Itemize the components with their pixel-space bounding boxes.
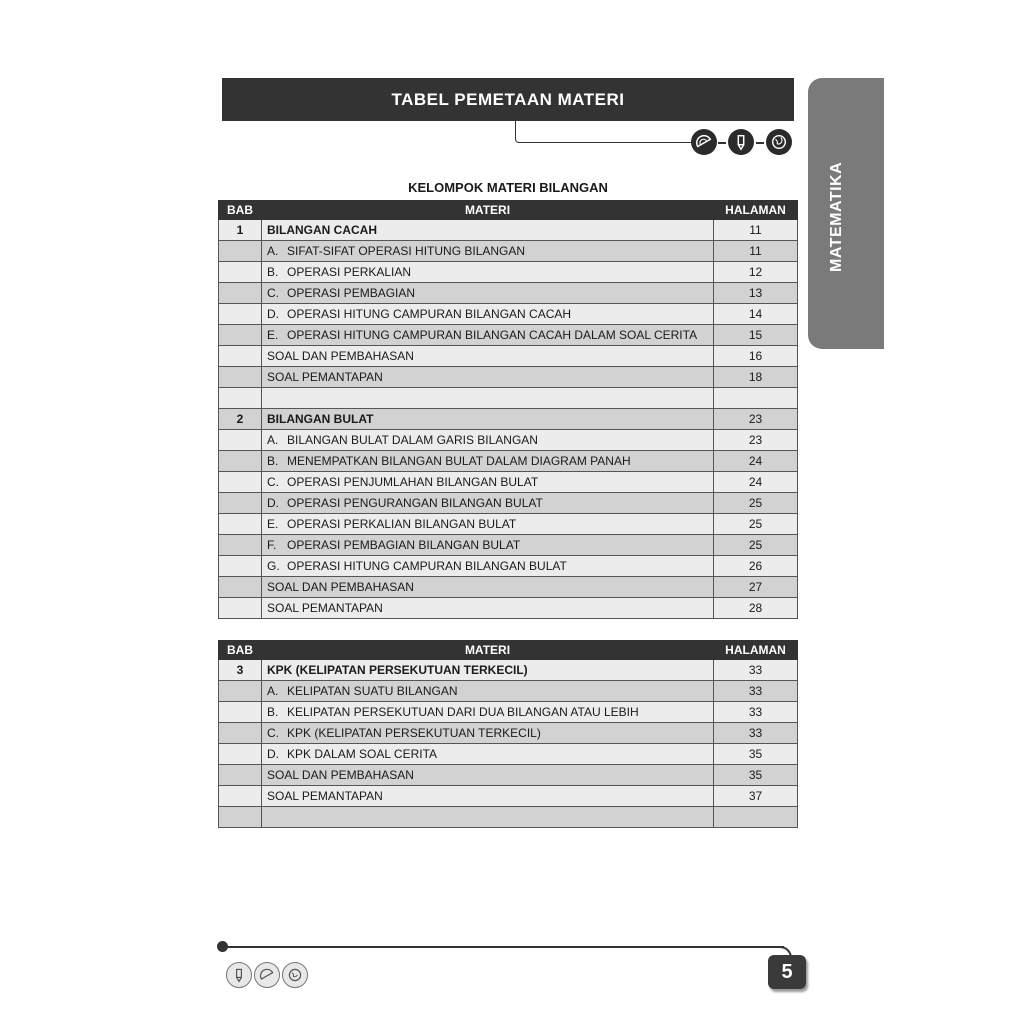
materi-cell [262,598,714,619]
table-row [219,367,798,388]
halaman-cell: 11 [714,220,798,241]
materi-text: KELIPATAN PERSEKUTUAN DARI DUA BILANGAN ATAU LEBIH [287,705,639,719]
table-row [219,472,798,493]
materi-cell [262,409,714,430]
table-row [219,241,798,262]
bab-cell [219,304,262,325]
table-row [219,807,798,828]
materi-text: OPERASI HITUNG CAMPURAN BILANGAN CACAH DALAM SOAL CERITA [287,328,698,342]
table-row [219,220,798,241]
materi-cell [262,556,714,577]
column-header-halaman: HALAMAN [714,641,798,660]
bab-cell: 2 [219,409,262,430]
materi-cell [262,723,714,744]
materi-text: KPK (KELIPATAN PERSEKUTUAN TERKECIL) [287,726,541,740]
materi-text: OPERASI PEMBAGIAN BILANGAN BULAT [287,538,521,552]
item-letter: E. [267,328,279,342]
halaman-cell: 16 [714,346,798,367]
bab-cell [219,367,262,388]
item-letter: C. [267,726,279,740]
table-row [219,577,798,598]
footer-dot [217,941,228,952]
halaman-cell: 26 [714,556,798,577]
item-letter: E. [267,517,279,531]
materi-cell [262,304,714,325]
halaman-cell: 25 [714,535,798,556]
group-title: KELOMPOK MATERI BILANGAN [408,180,608,195]
materi-cell [262,472,714,493]
icon-separator [718,142,726,144]
item-letter: A. [267,433,279,447]
bab-cell [219,807,262,828]
materi-cell [262,262,714,283]
materi-cell [262,451,714,472]
item-letter: C. [267,286,279,300]
halaman-cell: 15 [714,325,798,346]
halaman-cell: 28 [714,598,798,619]
side-tab-label: MATEMATIKA [828,161,845,272]
side-tab [808,78,884,349]
globe-icon [766,129,792,155]
column-header-materi: MATERI [262,641,714,660]
bab-cell [219,744,262,765]
halaman-cell: 24 [714,451,798,472]
materi-text: BILANGAN CACAH [267,223,377,237]
bab-cell [219,472,262,493]
table-row [219,744,798,765]
bab-cell [219,514,262,535]
table-row [219,786,798,807]
item-letter: B. [267,454,279,468]
bab-cell [219,430,262,451]
column-header-bab: BAB [219,641,262,660]
item-letter: D. [267,747,279,761]
bab-cell [219,325,262,346]
materi-text: OPERASI HITUNG CAMPURAN BILANGAN CACAH [287,307,572,321]
materi-cell [262,367,714,388]
materi-text: SOAL PEMANTAPAN [267,370,383,384]
halaman-cell: 33 [714,723,798,744]
bab-cell [219,556,262,577]
materi-text: SOAL DAN PEMBAHASAN [267,349,414,363]
table-row [219,681,798,702]
halaman-cell [714,807,798,828]
table-header-row [219,201,798,220]
halaman-cell: 35 [714,765,798,786]
materi-text: OPERASI PERKALIAN BILANGAN BULAT [287,517,517,531]
bab-cell [219,702,262,723]
table-row [219,388,798,409]
materi-cell [262,807,714,828]
materi-cell [262,577,714,598]
materi-text: SOAL PEMANTAPAN [267,601,383,615]
materi-text: KPK (KELIPATAN PERSEKUTUAN TERKECIL) [267,663,528,677]
materi-text: OPERASI PEMBAGIAN [287,286,416,300]
bab-cell [219,577,262,598]
table-row [219,493,798,514]
halaman-cell [714,388,798,409]
page-number [768,955,806,989]
materi-text: OPERASI PENGURANGAN BILANGAN BULAT [287,496,543,510]
bab-cell [219,262,262,283]
halaman-cell: 25 [714,493,798,514]
materi-cell [262,220,714,241]
item-letter: F. [267,538,277,552]
table-row [219,598,798,619]
table-row [219,723,798,744]
materi-cell [262,660,714,681]
column-header-materi: MATERI [262,201,714,220]
halaman-cell: 11 [714,241,798,262]
item-letter: B. [267,265,279,279]
table-row [219,556,798,577]
table-row [219,304,798,325]
globe-icon [282,962,308,988]
bab-cell [219,388,262,409]
materi-cell [262,702,714,723]
halaman-cell: 18 [714,367,798,388]
footer-line [222,946,784,948]
halaman-cell: 24 [714,472,798,493]
materi-text: KELIPATAN SUATU BILANGAN [287,684,458,698]
table-row [219,765,798,786]
bab-cell [219,786,262,807]
materi-cell [262,765,714,786]
bab-cell [219,346,262,367]
materi-cell [262,514,714,535]
materi-cell [262,283,714,304]
item-letter: B. [267,705,279,719]
table-row [219,409,798,430]
halaman-cell: 25 [714,514,798,535]
column-header-halaman: HALAMAN [714,201,798,220]
table-row [219,660,798,681]
materi-text: KPK DALAM SOAL CERITA [287,747,438,761]
materi-text: SOAL DAN PEMBAHASAN [267,768,414,782]
bab-cell [219,451,262,472]
halaman-cell: 23 [714,409,798,430]
page-title [222,78,794,121]
table-row [219,262,798,283]
column-header-bab: BAB [219,201,262,220]
materi-table-2 [218,640,798,828]
halaman-cell: 14 [714,304,798,325]
item-letter: G. [267,559,280,573]
materi-text: SOAL DAN PEMBAHASAN [267,580,414,594]
table-row [219,346,798,367]
halaman-cell: 33 [714,702,798,723]
materi-cell [262,346,714,367]
item-letter: D. [267,307,279,321]
table-row [219,325,798,346]
item-letter: A. [267,684,279,698]
halaman-cell: 27 [714,577,798,598]
table-row [219,451,798,472]
halaman-cell: 13 [714,283,798,304]
pencil-icon [728,129,754,155]
materi-text: BILANGAN BULAT [267,412,374,426]
page-title-text: TABEL PEMETAAN MATERI [391,89,625,109]
materi-text: BILANGAN BULAT DALAM GARIS BILANGAN [287,433,538,447]
materi-cell [262,241,714,262]
pencil-icon [226,962,252,988]
materi-text: MENEMPATKAN BILANGAN BULAT DALAM DIAGRAM PANAH [287,454,631,468]
item-letter: A. [267,244,279,258]
bab-cell [219,723,262,744]
bab-cell: 1 [219,220,262,241]
materi-text: SIFAT-SIFAT OPERASI HITUNG BILANGAN [287,244,526,258]
materi-cell [262,325,714,346]
materi-cell [262,535,714,556]
materi-text: OPERASI PERKALIAN [287,265,412,279]
halaman-cell: 33 [714,660,798,681]
materi-text: OPERASI HITUNG CAMPURAN BILANGAN BULAT [287,559,567,573]
table-row [219,702,798,723]
table-header-row [219,641,798,660]
bab-cell [219,493,262,514]
halaman-cell: 37 [714,786,798,807]
halaman-cell: 35 [714,744,798,765]
halaman-cell: 33 [714,681,798,702]
materi-text: OPERASI PENJUMLAHAN BILANGAN BULAT [287,475,539,489]
item-letter: D. [267,496,279,510]
protractor-icon [691,129,717,155]
header-connector-line [515,121,696,143]
materi-cell [262,744,714,765]
halaman-cell: 23 [714,430,798,451]
table-row [219,514,798,535]
bab-cell [219,535,262,556]
table-row [219,283,798,304]
bab-cell [219,681,262,702]
materi-cell [262,430,714,451]
materi-cell [262,388,714,409]
item-letter: C. [267,475,279,489]
table-row [219,430,798,451]
bab-cell [219,765,262,786]
table-row [219,535,798,556]
bab-cell [219,241,262,262]
materi-cell [262,681,714,702]
materi-table-1 [218,200,798,619]
bab-cell: 3 [219,660,262,681]
page-number-text: 5 [781,960,793,983]
halaman-cell: 12 [714,262,798,283]
icon-separator [756,142,764,144]
materi-cell [262,786,714,807]
bab-cell [219,283,262,304]
materi-text: SOAL PEMANTAPAN [267,789,383,803]
protractor-icon [254,962,280,988]
materi-cell [262,493,714,514]
bab-cell [219,598,262,619]
